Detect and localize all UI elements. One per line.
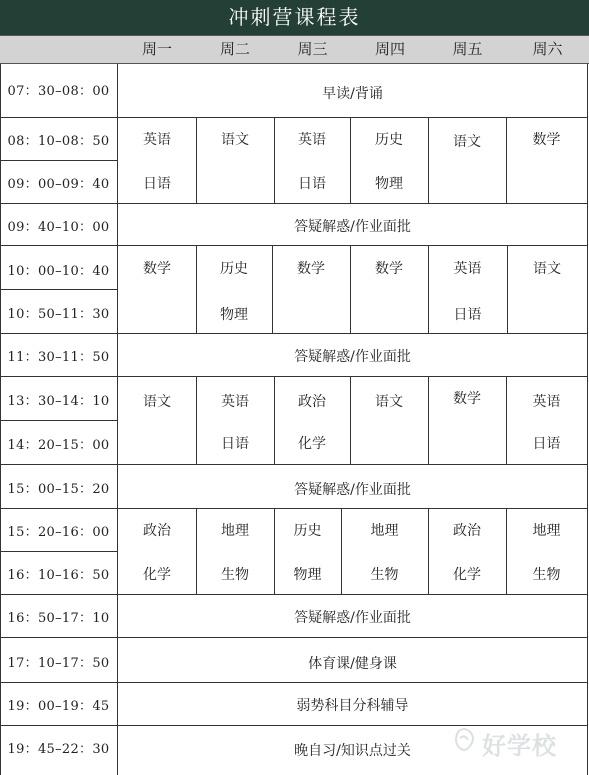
day-header-fri: 周五 xyxy=(452,40,483,58)
grid-line xyxy=(428,117,429,203)
grid-line xyxy=(0,594,588,595)
grid-line xyxy=(0,682,588,683)
grid-line xyxy=(0,203,588,204)
grid-line xyxy=(0,464,588,465)
subject-cell: 英语 xyxy=(298,132,326,148)
time-slot: 16：10–16：50 xyxy=(7,568,110,583)
grid-line xyxy=(587,64,588,775)
subject-cell: 语文 xyxy=(143,394,171,410)
grid-line xyxy=(0,420,117,421)
subject-cell: 语文 xyxy=(375,394,403,410)
time-slot: 15：20–16：00 xyxy=(7,525,110,540)
subject-cell: 语文 xyxy=(221,132,249,148)
subject-cell: 语文 xyxy=(533,261,561,277)
subject-cell: 历史 xyxy=(293,523,322,539)
subject-cell: 化学 xyxy=(143,567,171,583)
grid-line xyxy=(0,376,588,377)
subject-cell: 化学 xyxy=(298,436,326,452)
subject-cell: 地理 xyxy=(370,523,399,539)
subject-cell: 地理 xyxy=(221,523,249,539)
time-slot: 14：20–15：00 xyxy=(7,438,110,453)
grid-line xyxy=(0,551,117,552)
grid-line xyxy=(0,245,588,246)
time-slot: 10：00–10：40 xyxy=(7,264,110,279)
span-activity: 答疑解惑/作业面批 xyxy=(294,349,411,365)
span-activity: 弱势科目分科辅导 xyxy=(296,698,409,714)
subject-cell: 日语 xyxy=(532,436,561,452)
time-slot: 17：10–17：50 xyxy=(7,656,110,671)
grid-line xyxy=(350,376,351,464)
grid-line xyxy=(0,333,588,334)
grid-line xyxy=(0,117,588,118)
span-activity: 答疑解惑/作业面批 xyxy=(294,219,411,235)
subject-cell: 英语 xyxy=(453,261,482,277)
subject-cell: 历史 xyxy=(375,132,403,148)
day-header-tue: 周二 xyxy=(219,40,250,58)
subject-cell: 历史 xyxy=(220,261,248,277)
page-title: 冲刺营课程表 xyxy=(0,0,589,35)
day-header-row xyxy=(0,35,589,64)
subject-cell: 生物 xyxy=(221,567,249,583)
subject-cell: 化学 xyxy=(453,567,481,583)
subject-cell: 数学 xyxy=(375,261,403,277)
time-slot: 07：30–08：00 xyxy=(7,84,110,99)
time-slot: 13：30–14：10 xyxy=(7,394,110,409)
subject-cell: 语文 xyxy=(453,134,481,150)
time-slot: 09：40–10：00 xyxy=(7,220,110,235)
grid-line xyxy=(0,289,117,290)
subject-cell: 数学 xyxy=(143,261,171,277)
span-activity: 早读/背诵 xyxy=(322,86,383,102)
subject-cell: 物理 xyxy=(220,307,248,323)
subject-cell: 英语 xyxy=(221,394,249,410)
subject-cell: 日语 xyxy=(143,176,171,192)
subject-cell: 政治 xyxy=(143,523,171,539)
grid-line xyxy=(0,508,588,509)
day-header-thu: 周四 xyxy=(374,40,405,58)
grid-line xyxy=(0,637,588,638)
time-slot: 15：00–15：20 xyxy=(7,482,110,497)
time-slot: 08：10–08：50 xyxy=(7,134,110,149)
day-header-wed: 周三 xyxy=(297,40,328,58)
subject-cell: 日语 xyxy=(221,436,249,452)
time-slot: 19：45–22：30 xyxy=(7,742,110,757)
subject-cell: 英语 xyxy=(532,394,561,410)
subject-cell: 地理 xyxy=(532,523,561,539)
time-slot: 19：00–19：45 xyxy=(7,699,110,714)
subject-cell: 数学 xyxy=(453,391,481,407)
subject-cell: 生物 xyxy=(532,567,561,583)
day-header-mon: 周一 xyxy=(141,40,172,58)
grid-line xyxy=(0,725,588,726)
span-activity: 答疑解惑/作业面批 xyxy=(294,610,411,626)
span-activity: 体育课/健身课 xyxy=(308,656,397,672)
time-slot: 10：50–11：30 xyxy=(7,307,110,322)
subject-cell: 数学 xyxy=(532,132,561,148)
subject-cell: 生物 xyxy=(370,567,399,583)
time-slot: 16：50–17：10 xyxy=(7,611,110,626)
subject-cell: 数学 xyxy=(297,261,325,277)
time-slot: 09：00–09：40 xyxy=(7,177,110,192)
span-activity: 答疑解惑/作业面批 xyxy=(294,482,411,498)
time-slot: 11：30–11：50 xyxy=(7,350,110,365)
subject-cell: 物理 xyxy=(375,176,403,192)
subject-cell: 英语 xyxy=(143,132,171,148)
subject-cell: 日语 xyxy=(298,176,326,192)
subject-cell: 政治 xyxy=(453,523,481,539)
subject-cell: 日语 xyxy=(453,307,482,323)
grid-line xyxy=(0,160,117,161)
span-activity: 晚自习/知识点过关 xyxy=(294,743,411,759)
watermark-text: 好学校 xyxy=(482,732,557,760)
day-header-sat: 周六 xyxy=(532,40,563,58)
subject-cell: 政治 xyxy=(298,394,326,410)
subject-cell: 物理 xyxy=(293,567,322,583)
